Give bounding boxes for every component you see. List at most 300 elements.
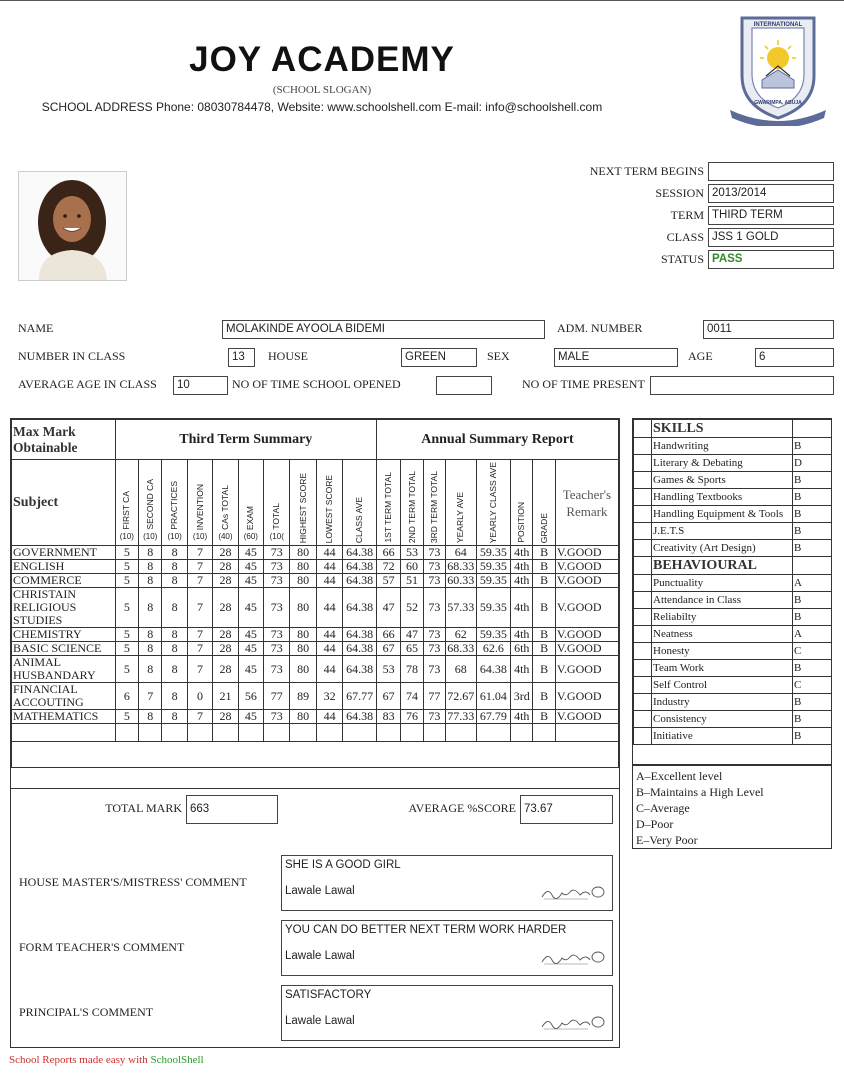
trait-grade: B <box>793 489 832 506</box>
score-cell: 44 <box>316 574 342 588</box>
score-cell: B <box>533 628 555 642</box>
comment-label: FORM TEACHER'S COMMENT <box>19 940 185 954</box>
comment-text: SATISFACTORY <box>285 989 372 1001</box>
score-cell: 7 <box>139 683 162 710</box>
score-cell: 56 <box>238 683 263 710</box>
column-header <box>213 460 238 546</box>
score-cell: 5 <box>115 628 138 642</box>
trait-row <box>634 677 832 694</box>
column-header-label: 2ND TERM TOTAL <box>406 470 417 543</box>
column-header-label: SECOND CA <box>144 479 155 530</box>
comment-text: SHE IS A GOOD GIRL <box>285 859 401 871</box>
column-header <box>423 460 445 546</box>
score-cell: 44 <box>316 656 342 683</box>
trait-row <box>634 728 832 745</box>
age-label: AGE <box>688 349 713 363</box>
score-cell: 73 <box>423 710 445 724</box>
term-label: TERM <box>670 208 704 222</box>
score-cell: 80 <box>290 628 316 642</box>
trait-name: Handwriting <box>652 438 793 455</box>
score-cell: 80 <box>290 642 316 656</box>
empty-cell <box>423 724 445 742</box>
trait-grade: B <box>793 523 832 540</box>
score-cell: 61.04 <box>476 683 511 710</box>
score-cell: B <box>533 546 555 560</box>
signatory-name: Lawale Lawal <box>285 950 355 962</box>
empty-cell <box>264 724 290 742</box>
score-cell: 68.33 <box>447 559 475 573</box>
trait-row <box>634 660 832 677</box>
score-cell: 45 <box>238 642 263 656</box>
remark-cell: V.GOOD <box>555 574 618 588</box>
column-header <box>238 460 263 546</box>
score-cell: 8 <box>139 710 162 724</box>
column-header-label: POSITION <box>516 502 527 543</box>
subject-cell: MATHEMATICS <box>12 710 116 724</box>
present-field <box>650 376 834 395</box>
score-cell: 74 <box>401 683 423 710</box>
spacer-cell <box>634 609 652 626</box>
trait-grade: B <box>793 609 832 626</box>
subject-label: Subject <box>12 460 116 546</box>
score-cell: 28 <box>213 546 238 560</box>
score-cell: 8 <box>162 628 187 642</box>
spacer-cell <box>793 557 832 575</box>
trait-name: Attendance in Class <box>652 592 793 609</box>
score-cell: 59.35 <box>476 588 511 628</box>
subject-cell: FINANCIAL ACCOUTING <box>12 683 116 710</box>
score-cell: 73 <box>423 656 445 683</box>
score-cell: 80 <box>290 574 316 588</box>
footer-brand[interactable]: SchoolShell <box>150 1054 204 1066</box>
total-mark-field: 663 <box>186 795 278 824</box>
score-cell: 57 <box>376 574 400 588</box>
trait-name: Creativity (Art Design) <box>652 540 793 557</box>
score-cell: 52 <box>401 588 423 628</box>
column-max-mark: (60) <box>243 532 258 541</box>
column-header <box>476 460 511 546</box>
subject-cell: BASIC SCIENCE <box>12 642 116 656</box>
signature-icon <box>540 1013 606 1036</box>
trait-name: Honesty <box>652 643 793 660</box>
column-header-label: YEARLY CLASS AVE <box>487 461 498 543</box>
spacer-cell <box>634 506 652 523</box>
score-cell: 5 <box>115 710 138 724</box>
empty-cell <box>115 724 138 742</box>
score-cell: B <box>533 642 555 656</box>
score-cell: 68 <box>446 656 476 683</box>
score-cell: B <box>533 683 555 710</box>
trait-name: Team Work <box>652 660 793 677</box>
empty-cell <box>511 724 533 742</box>
empty-cell <box>401 724 423 742</box>
next-term-field <box>708 162 834 181</box>
column-header-label: CLASS AVE <box>354 496 365 543</box>
score-cell: 8 <box>139 642 162 656</box>
empty-cell <box>12 724 116 742</box>
signature-icon <box>540 883 606 906</box>
empty-cell <box>316 724 342 742</box>
grading-key-item: D–Poor <box>636 817 674 831</box>
trait-name: Punctuality <box>652 575 793 592</box>
score-cell: 64.38 <box>343 656 377 683</box>
school-slogan: (SCHOOL SLOGAN) <box>272 84 372 96</box>
score-cell: 8 <box>139 628 162 642</box>
score-cell: 80 <box>290 710 316 724</box>
score-cell: 64.38 <box>343 642 377 656</box>
comment-text: YOU CAN DO BETTER NEXT TERM WORK HARDER <box>285 924 567 936</box>
score-cell: 7 <box>187 560 212 574</box>
score-cell: 57.33 <box>446 588 476 628</box>
num-class-label: NUMBER IN CLASS <box>18 349 126 363</box>
score-cell: 60 <box>401 560 423 574</box>
opened-label: NO OF TIME SCHOOL OPENED <box>232 377 401 391</box>
score-cell: 7 <box>187 628 212 642</box>
age-field: 6 <box>755 348 834 367</box>
score-cell: 0 <box>187 683 212 710</box>
score-cell: 64.38 <box>343 560 377 574</box>
empty-cell <box>376 724 400 742</box>
subject-cell: CHEMISTRY <box>12 628 116 642</box>
trait-row <box>634 626 832 643</box>
score-cell: 67 <box>376 683 400 710</box>
score-cell: 62.6 <box>476 642 511 656</box>
table-row <box>12 683 619 710</box>
trait-grade: B <box>793 506 832 523</box>
score-cell: 44 <box>316 588 342 628</box>
student-portrait-icon <box>19 172 126 280</box>
trait-grade: D <box>793 455 832 472</box>
score-cell: 8 <box>162 642 187 656</box>
score-cell: 59.35 <box>476 560 511 574</box>
spacer-cell <box>634 643 652 660</box>
table-row <box>12 642 619 656</box>
score-cell: B <box>533 588 555 628</box>
column-header <box>533 460 555 546</box>
score-cell: 76 <box>401 710 423 724</box>
spacer-cell <box>634 557 652 575</box>
column-header-label: HIGHEST SCORE <box>297 472 308 543</box>
empty-cell <box>555 724 618 742</box>
totals-divider <box>10 788 620 789</box>
average-score-label: AVERAGE %SCORE <box>408 801 516 815</box>
trait-name: Neatness <box>652 626 793 643</box>
num-class-field: 13 <box>228 348 255 367</box>
school-name: JOY ACADEMY <box>189 40 455 79</box>
trait-row <box>634 540 832 557</box>
subject-cell: GOVERNMENT <box>12 546 116 560</box>
score-cell: 80 <box>290 560 316 574</box>
trait-grade: C <box>793 643 832 660</box>
trait-grade: B <box>793 694 832 711</box>
score-cell: 8 <box>162 683 187 710</box>
remark-cell: V.GOOD <box>555 560 618 574</box>
marks-title-row <box>12 420 619 460</box>
score-cell: 53 <box>401 546 423 560</box>
score-cell: 73 <box>264 710 290 724</box>
score-cell: 73 <box>264 656 290 683</box>
trait-name: Games & Sports <box>652 472 793 489</box>
empty-cell <box>238 724 263 742</box>
subject-cell: CHRISTAIN RELIGIOUS STUDIES <box>12 588 116 628</box>
score-cell: 66 <box>376 546 400 560</box>
column-max-mark: (10) <box>119 532 134 541</box>
score-cell: 28 <box>213 588 238 628</box>
score-cell: 28 <box>213 560 238 574</box>
score-cell: 64.38 <box>343 710 377 724</box>
column-header-label: FIRST CA <box>121 491 132 530</box>
name-field: MOLAKINDE AYOOLA BIDEMI <box>222 320 545 339</box>
score-cell: 28 <box>213 642 238 656</box>
empty-cell <box>139 724 162 742</box>
score-cell: 66 <box>376 628 400 642</box>
behavioural-title: BEHAVIOURAL <box>652 557 793 575</box>
subject-cell: ENGLISH <box>12 560 116 574</box>
empty-cell <box>12 742 619 768</box>
score-cell: 8 <box>139 560 162 574</box>
score-cell: 83 <box>376 710 400 724</box>
column-header <box>162 460 187 546</box>
house-label: HOUSE <box>268 349 309 363</box>
score-cell: 68.33 <box>447 641 475 655</box>
house-field: GREEN <box>401 348 477 367</box>
trait-grade: B <box>793 592 832 609</box>
trait-grade: B <box>793 472 832 489</box>
remark-cell: V.GOOD <box>555 628 618 642</box>
column-header <box>115 460 138 546</box>
trait-row <box>634 472 832 489</box>
spacer-cell <box>634 472 652 489</box>
spacer-cell <box>634 455 652 472</box>
status-field: PASS <box>708 250 834 269</box>
trait-grade: A <box>793 575 832 592</box>
score-cell: 64 <box>446 546 476 560</box>
empty-cell <box>290 724 316 742</box>
svg-text:GWARIMPA, ABUJA: GWARIMPA, ABUJA <box>754 100 802 106</box>
score-cell: 6 <box>115 683 138 710</box>
column-header <box>290 460 316 546</box>
trait-name: J.E.T.S <box>652 523 793 540</box>
score-cell: 5 <box>115 560 138 574</box>
opened-field <box>436 376 492 395</box>
score-cell: 89 <box>290 683 316 710</box>
score-cell: 8 <box>162 588 187 628</box>
column-header <box>511 460 533 546</box>
trait-row <box>634 609 832 626</box>
trait-row <box>634 592 832 609</box>
trait-name: Reliabilty <box>652 609 793 626</box>
score-cell: 28 <box>213 628 238 642</box>
score-cell: 5 <box>115 546 138 560</box>
score-cell: 4th <box>511 560 533 574</box>
score-cell: 44 <box>316 642 342 656</box>
score-cell: 8 <box>162 574 187 588</box>
score-cell: 73 <box>423 560 445 574</box>
subject-cell: COMMERCE <box>12 574 116 588</box>
column-header-label: INVENTION <box>194 483 205 530</box>
empty-cell <box>213 724 238 742</box>
score-cell: 77 <box>423 683 445 710</box>
trait-grade: B <box>793 711 832 728</box>
column-header <box>187 460 212 546</box>
score-cell: 44 <box>316 710 342 724</box>
column-header-label: YEARLY AVE <box>455 491 466 543</box>
score-cell: 8 <box>139 588 162 628</box>
average-score-field: 73.67 <box>520 795 613 824</box>
score-cell: 72.67 <box>446 683 476 710</box>
score-cell: 67.79 <box>476 710 511 724</box>
column-header-label: LOWEST SCORE <box>324 474 335 543</box>
score-cell: 21 <box>213 683 238 710</box>
score-cell: 47 <box>376 588 400 628</box>
score-cell: 5 <box>115 588 138 628</box>
name-label: NAME <box>18 321 54 335</box>
spacer-cell <box>634 626 652 643</box>
score-cell: 28 <box>213 574 238 588</box>
score-cell: 7 <box>187 546 212 560</box>
score-cell: 45 <box>238 588 263 628</box>
empty-cell <box>533 724 555 742</box>
trait-name: Handling Equipment & Tools <box>652 506 793 523</box>
score-cell: 4th <box>511 710 533 724</box>
score-cell: 8 <box>139 656 162 683</box>
column-header <box>376 460 400 546</box>
remark-cell: V.GOOD <box>555 656 618 683</box>
marks-column-header-row <box>12 460 619 546</box>
comment-label: HOUSE MASTER'S/MISTRESS' COMMENT <box>19 875 247 889</box>
remark-cell: V.GOOD <box>555 710 618 724</box>
class-label: CLASS <box>666 230 704 244</box>
signatory-name: Lawale Lawal <box>285 885 355 897</box>
skills-title: SKILLS <box>652 420 793 438</box>
top-border <box>0 0 844 1</box>
score-cell: 51 <box>401 574 423 588</box>
trait-grade: C <box>793 677 832 694</box>
score-cell: 73 <box>264 560 290 574</box>
score-cell: 28 <box>213 710 238 724</box>
column-header <box>401 460 423 546</box>
spacer-cell <box>634 711 652 728</box>
table-row <box>12 710 619 724</box>
score-cell: 7 <box>187 588 212 628</box>
total-mark-label: TOTAL MARK <box>105 801 182 815</box>
spacer-cell <box>793 420 832 438</box>
score-cell: 45 <box>238 628 263 642</box>
spacer-cell <box>634 728 652 745</box>
score-cell: 73 <box>423 628 445 642</box>
score-cell: 80 <box>290 546 316 560</box>
score-cell: 7 <box>187 574 212 588</box>
trait-row <box>634 575 832 592</box>
spacer-cell <box>634 489 652 506</box>
grading-key <box>632 765 832 849</box>
column-header <box>316 460 342 546</box>
score-cell: 8 <box>162 546 187 560</box>
empty-cell <box>343 724 377 742</box>
spacer-cell <box>634 523 652 540</box>
score-cell: 64.38 <box>476 656 511 683</box>
avg-age-label: AVERAGE AGE IN CLASS <box>18 377 157 391</box>
trait-name: Initiative <box>652 728 793 745</box>
score-cell: 80 <box>290 656 316 683</box>
score-cell: 67.77 <box>343 683 377 710</box>
spacer-cell <box>634 592 652 609</box>
score-cell: 45 <box>238 546 263 560</box>
score-cell: 5 <box>115 656 138 683</box>
score-cell: 73 <box>423 642 445 656</box>
present-label: NO OF TIME PRESENT <box>522 377 645 391</box>
spacer-cell <box>634 694 652 711</box>
signatory-name: Lawale Lawal <box>285 1015 355 1027</box>
sex-label: SEX <box>487 349 510 363</box>
empty-row <box>12 724 619 742</box>
remark-cell: V.GOOD <box>555 546 618 560</box>
score-cell: 44 <box>316 560 342 574</box>
score-cell: 45 <box>238 656 263 683</box>
trait-row <box>634 643 832 660</box>
spacer-cell <box>634 420 652 438</box>
grading-key-item: C–Average <box>636 801 690 815</box>
class-field: JSS 1 GOLD <box>708 228 834 247</box>
score-cell: 77 <box>264 683 290 710</box>
remark-cell: V.GOOD <box>555 588 618 628</box>
score-cell: 73 <box>423 574 445 588</box>
svg-text:INTERNATIONAL: INTERNATIONAL <box>753 22 803 28</box>
score-cell: 8 <box>162 560 187 574</box>
table-row <box>12 574 619 588</box>
status-label: STATUS <box>660 252 704 266</box>
score-cell: B <box>533 710 555 724</box>
score-cell: 78 <box>401 656 423 683</box>
score-cell: 8 <box>162 656 187 683</box>
score-cell: 6th <box>511 642 533 656</box>
comment-box <box>281 855 613 911</box>
column-header-label: 3RD TERM TOTAL <box>428 470 439 543</box>
session-label: SESSION <box>655 186 704 200</box>
empty-row <box>12 742 619 768</box>
sex-field: MALE <box>554 348 678 367</box>
column-header-label: 1ST TERM TOTAL <box>383 472 394 543</box>
score-cell: 45 <box>238 560 263 574</box>
spacer-cell <box>634 660 652 677</box>
signature-icon <box>540 948 606 971</box>
score-cell: 47 <box>401 628 423 642</box>
spacer-cell <box>634 540 652 557</box>
score-cell: 64.38 <box>343 628 377 642</box>
score-cell: 32 <box>316 683 342 710</box>
score-cell: 64.38 <box>343 588 377 628</box>
trait-grade: B <box>793 438 832 455</box>
score-cell: 59.35 <box>476 628 511 642</box>
score-cell: 59.35 <box>476 546 511 560</box>
empty-cell <box>187 724 212 742</box>
score-cell: 4th <box>511 628 533 642</box>
column-header <box>139 460 162 546</box>
column-header-label: TOTAL <box>271 503 282 530</box>
score-cell: 45 <box>238 710 263 724</box>
trait-grade: B <box>793 540 832 557</box>
avg-age-field: 10 <box>173 376 228 395</box>
column-max-mark: (10( <box>269 532 284 541</box>
footer-text: School Reports made easy with <box>9 1054 148 1066</box>
score-cell: 8 <box>139 574 162 588</box>
school-address: SCHOOL ADDRESS Phone: 08030784478, Website: www.schoolshell.com E-mail: info@schoolshell.com <box>41 100 603 114</box>
column-header-label: GRADE <box>538 512 549 543</box>
score-cell: 80 <box>290 588 316 628</box>
score-cell: 5 <box>115 574 138 588</box>
third-term-title: Third Term Summary <box>115 420 376 460</box>
score-cell: 7 <box>187 642 212 656</box>
